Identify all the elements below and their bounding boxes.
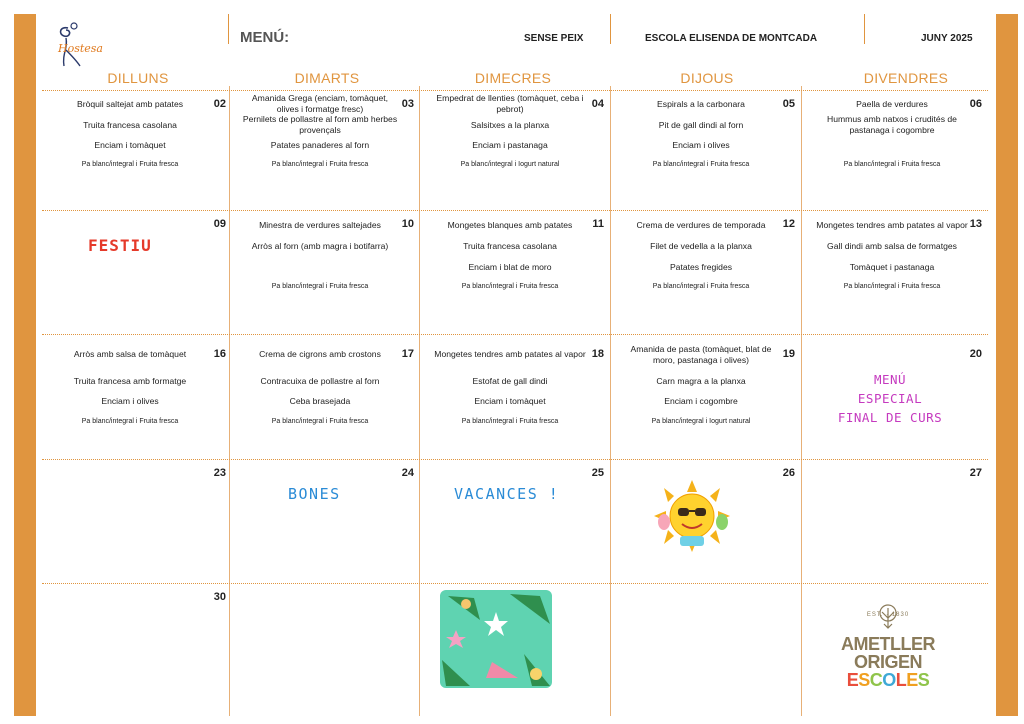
bread-and-dessert: Pa blanc/integral i Iogurt natural [460,161,560,168]
bread-and-dessert: Pa blanc/integral i Fruita fresca [81,161,179,168]
header-divider [228,14,229,44]
brand-line-origen: ORIGEN [853,652,922,672]
day-cell [806,459,990,583]
first-dish: Amanida de pasta (tomàquet, blat de moro, pastanaga i olives) [630,344,772,365]
special-menu-line: MENÚ [873,372,907,387]
bread-and-dessert: Pa blanc/integral i Fruita fresca [271,283,369,290]
second-dish: Pit de gall dindi al forn [658,120,744,130]
bread-and-dessert: Pa blanc/integral i Fruita fresca [652,161,750,168]
side-dish: Enciam i tomàquet [94,140,166,150]
day-number: 24 [401,467,414,479]
day-number: 03 [401,98,414,110]
beach-illustration-icon [440,590,552,688]
day-number: 09 [213,218,226,230]
school-name: ESCOLA ELISENDA DE MONTCADA [645,33,818,44]
header-divider [864,14,865,44]
day-number: 06 [969,98,982,110]
day-cell [44,334,234,458]
second-dish: Carn magra a la planxa [656,376,746,386]
brand-letter: L [895,670,907,690]
day-number: 30 [213,591,226,603]
day-cell [806,210,990,334]
brand-letter: E [846,670,859,690]
day-cell [234,90,424,214]
side-dish: Enciam i olives [101,396,159,406]
day-number: 17 [401,348,414,360]
second-dish: Truita francesa amb formatge [73,376,187,386]
day-number: 10 [401,218,414,230]
first-dish: Minestra de verdures saltejades [259,220,381,230]
second-dish: Truita francesa casolana [463,241,557,251]
day-number: 12 [782,218,795,230]
second-dish: Hummus amb natxos i crudités de pastanaga i cogombre [827,114,957,135]
brand-letter: C [869,670,883,690]
bread-and-dessert: Pa blanc/integral i Fruita fresca [271,418,369,425]
side-dish: Enciam i cogombre [664,396,738,406]
first-dish: Empedrat de llenties (tomàquet, ceba i pebrot) [436,93,584,114]
side-dish: Enciam i blat de moro [468,262,552,272]
day-cell [234,334,424,458]
brand-line-escoles [830,670,946,691]
brand-established: EST. · 1830 [866,612,910,618]
right-decor-bar [996,14,1018,716]
diet-label: SENSE PEIX [524,33,584,44]
day-cell [234,210,424,334]
brand-letter: O [882,670,896,690]
side-dish: Enciam i tomàquet [474,396,546,406]
side-dish: Enciam i olives [672,140,730,150]
bread-and-dessert: Pa blanc/integral i Fruita fresca [271,161,369,168]
day-cell [424,210,614,334]
day-cell [615,90,805,214]
day-number: 18 [591,348,604,360]
side-dish: Enciam i pastanaga [472,140,548,150]
first-dish: Mongetes blanques amb patates [447,220,573,230]
day-cell [44,90,234,214]
day-number: 11 [592,218,604,230]
first-dish: Arròs amb salsa de tomàquet [73,349,187,359]
first-dish: Amanida Grega (enciam, tomàquet, olives i formatge fresc) [251,93,389,114]
day-number: 02 [213,98,226,110]
second-dish: Truita francesa casolana [83,120,177,130]
first-dish: Crema de verdures de temporada [636,220,766,230]
brand-letter: S [917,670,930,690]
brand-letter: E [906,670,918,690]
first-dish: Bròquil saltejat amb patates [76,99,184,109]
day-cell [806,334,990,458]
day-cell [424,90,614,214]
day-cell [44,459,234,583]
day-number: 27 [969,467,982,479]
day-number: 05 [782,98,795,110]
day-number: 13 [969,218,982,230]
day-number: 16 [213,348,226,360]
left-decor-bar [14,14,36,716]
special-menu-label [820,370,960,427]
special-menu-line: FINAL DE CURS [837,410,943,425]
menu-title: MENÚ: [240,29,290,46]
day-header-friday: DIVENDRES [863,70,949,86]
bread-and-dessert: Pa blanc/integral i Fruita fresca [461,283,559,290]
side-dish: Patates fregides [669,262,733,272]
vacances-label: VACANCES ! [454,485,560,503]
side-dish: Ceba brasejada [289,396,351,406]
day-number: 23 [213,467,226,479]
day-cell [424,459,614,583]
bread-and-dessert: Pa blanc/integral i Fruita fresca [461,418,559,425]
day-cell [424,334,614,458]
second-dish: Pernilets de pollastre al forn amb herbes provençals [242,114,398,135]
month-label: JUNY 2025 [921,33,973,44]
first-dish: Paella de verdures [856,99,928,109]
bread-and-dessert: Pa blanc/integral i Fruita fresca [843,161,941,168]
second-dish: Estofat de gall dindi [472,376,548,386]
first-dish: Mongetes tendres amb patates al vapor [816,220,968,230]
second-dish: Arròs al forn (amb magra i botifarra) [251,241,389,251]
special-menu-line: ESPECIAL [857,391,923,406]
day-header-monday: DILLUNS [107,70,169,86]
logo-text: Hostesa [58,42,103,55]
header-divider [610,14,611,44]
bread-and-dessert: Pa blanc/integral i Iogurt natural [651,418,751,425]
holiday-label: FESTIU [88,236,152,255]
day-header-tuesday: DIMARTS [294,70,360,86]
day-header-wednesday: DIMECRES [474,70,552,86]
day-header-thursday: DIJOUS [680,70,734,86]
day-cell [44,210,234,334]
first-dish: Espirals a la carbonara [657,99,745,109]
second-dish: Filet de vedella a la planxa [650,241,752,251]
day-number: 26 [782,467,795,479]
day-number: 20 [969,348,982,360]
ametller-origen-logo [830,604,946,694]
day-number: 04 [591,98,604,110]
first-dish: Crema de cigrons amb crostons [259,349,381,359]
second-dish: Gall dindi amb salsa de formatges [827,241,957,251]
side-dish: Patates panaderes al forn [270,140,370,150]
day-cell [234,459,424,583]
bones-label: BONES [288,485,341,503]
first-dish: Mongetes tendres amb patates al vapor [434,349,586,359]
bread-and-dessert: Pa blanc/integral i Fruita fresca [843,283,941,290]
bread-and-dessert: Pa blanc/integral i Fruita fresca [81,418,179,425]
brand-line-ametller: AMETLLER [841,634,935,654]
bread-and-dessert: Pa blanc/integral i Fruita fresca [652,283,750,290]
day-cell [806,90,990,214]
day-cell [615,210,805,334]
side-dish: Tomàquet i pastanaga [849,262,935,272]
day-cell [615,334,805,458]
day-cell [44,583,234,707]
day-number: 25 [591,467,604,479]
sun-illustration-icon [644,478,740,554]
second-dish: Salsitxes a la planxa [470,120,550,130]
brand-letter: S [858,670,870,690]
second-dish: Contracuixa de pollastre al forn [260,376,380,386]
day-number: 19 [782,348,795,360]
